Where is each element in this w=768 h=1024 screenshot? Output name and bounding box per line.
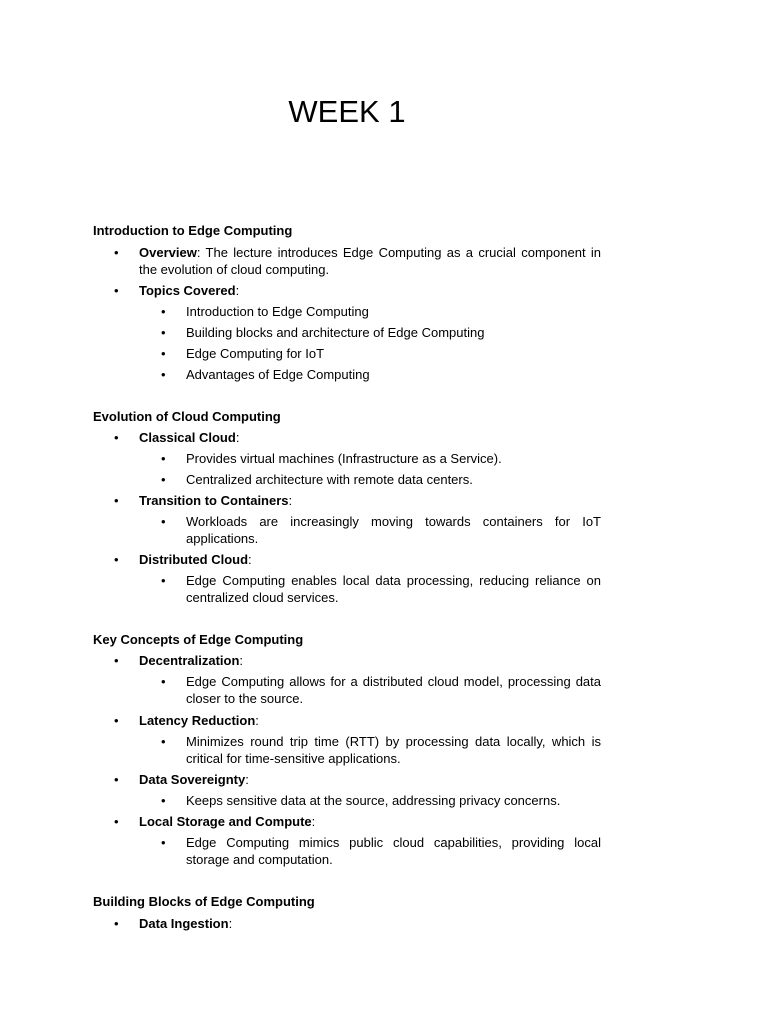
list-item: Edge Computing mimics public cloud capabilities, providing local storage and computation. <box>186 835 601 867</box>
bullet: • <box>161 734 166 749</box>
bullet: • <box>161 793 166 808</box>
bullet: • <box>161 514 166 529</box>
item-label: Overview <box>139 245 197 260</box>
list-item: Introduction to Edge Computing <box>186 304 369 319</box>
item-colon: : <box>235 283 240 298</box>
list-item-sovereignty <box>139 771 601 788</box>
item-colon: : <box>288 493 293 508</box>
bullet: • <box>161 367 166 382</box>
bullet: • <box>161 573 166 588</box>
bullet: • <box>161 451 166 466</box>
bullet: • <box>114 653 119 668</box>
bullet: • <box>114 713 119 728</box>
item-text: : The lecture introduces Edge Computing as a crucial component in the evolution of cloud computing. <box>139 245 601 277</box>
bullet: • <box>114 430 119 445</box>
item-label: Classical Cloud <box>139 430 236 445</box>
section-heading-evolution: Evolution of Cloud Computing <box>93 409 281 424</box>
list-item-ingestion <box>139 915 601 932</box>
bullet: • <box>161 835 166 850</box>
bullet: • <box>114 283 119 298</box>
bullet: • <box>161 674 166 689</box>
list-item-distributed <box>139 551 601 568</box>
bullet: • <box>161 304 166 319</box>
list-item: Centralized architecture with remote data centers. <box>186 472 473 487</box>
list-item: Provides virtual machines (Infrastructure as a Service). <box>186 451 502 466</box>
item-label: Data Ingestion <box>139 916 229 931</box>
item-colon: : <box>248 552 252 567</box>
bullet: • <box>161 346 166 361</box>
list-item: Workloads are increasingly moving towards containers for IoT applications. <box>186 514 601 546</box>
item-colon: : <box>311 814 316 829</box>
item-label: Distributed Cloud <box>139 552 249 567</box>
item-label: Local Storage and Compute <box>139 814 312 829</box>
list-item-topics <box>139 282 601 299</box>
bullet: • <box>114 245 119 260</box>
section-heading-blocks: Building Blocks of Edge Computing <box>93 894 315 909</box>
list-item: Advantages of Edge Computing <box>186 367 370 382</box>
bullet: • <box>114 772 119 787</box>
list-item: Minimizes round trip time (RTT) by processing data locally, which is critical for time-sensitive applications. <box>186 734 601 766</box>
bullet: • <box>114 916 119 931</box>
list-item: Building blocks and architecture of Edge Computing <box>186 325 485 340</box>
item-colon: : <box>255 713 259 728</box>
item-colon: : <box>228 916 233 931</box>
bullet: • <box>114 493 119 508</box>
bullet: • <box>161 325 166 340</box>
list-item: Edge Computing for IoT <box>186 346 325 361</box>
section-heading-intro: Introduction to Edge Computing <box>93 223 293 238</box>
list-item-overview <box>139 244 601 278</box>
item-label: Data Sovereignty <box>139 772 246 787</box>
list-item-storage <box>139 813 601 830</box>
bullet: • <box>114 814 119 829</box>
bullet: • <box>161 472 166 487</box>
list-item-decentralization <box>139 652 601 669</box>
section-heading-concepts: Key Concepts of Edge Computing <box>93 632 304 647</box>
item-label: Topics Covered <box>139 283 236 298</box>
list-item-latency <box>139 712 601 729</box>
item-colon: : <box>235 430 240 445</box>
item-colon: : <box>239 653 244 668</box>
item-colon: : <box>245 772 249 787</box>
list-item: Keeps sensitive data at the source, addressing privacy concerns. <box>186 793 561 808</box>
item-label: Decentralization <box>139 653 240 668</box>
page-title: WEEK 1 <box>288 94 406 129</box>
item-label: Latency Reduction <box>139 713 256 728</box>
bullet: • <box>114 552 119 567</box>
list-item-containers <box>139 492 601 509</box>
list-item-classical <box>139 429 601 446</box>
list-item: Edge Computing enables local data processing, reducing reliance on centralized cloud services. <box>186 573 601 605</box>
list-item: Edge Computing allows for a distributed cloud model, processing data closer to the source. <box>186 674 601 706</box>
item-label: Transition to Containers <box>139 493 289 508</box>
